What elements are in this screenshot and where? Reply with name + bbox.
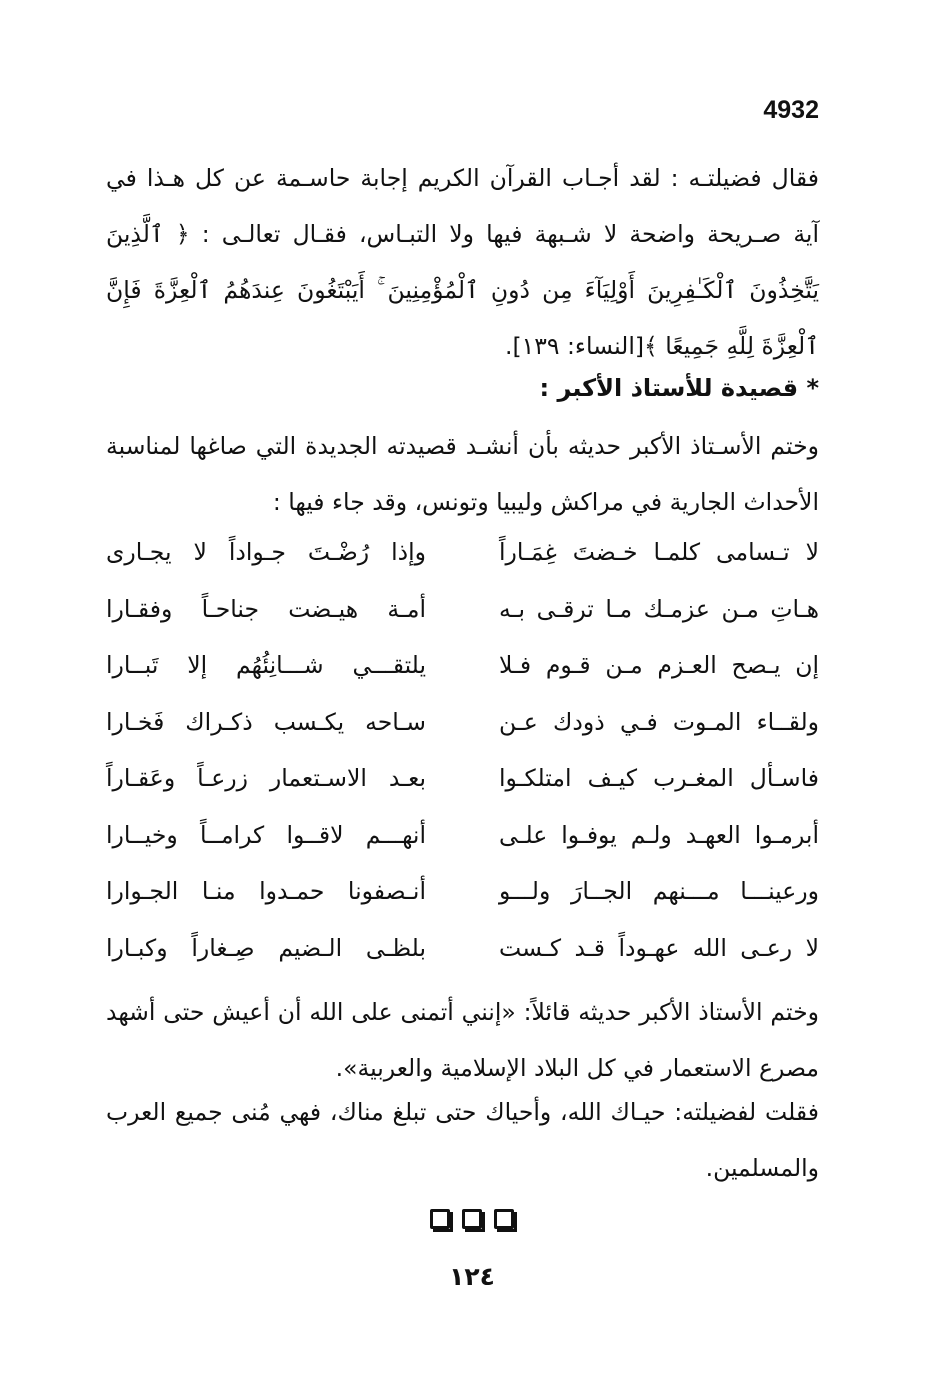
- page-id: 4932: [763, 96, 819, 124]
- poem-verse: [106, 694, 819, 751]
- verse-second-hemistich: أنهـــم لاقــوا كرامــاً وخيــارا: [106, 820, 426, 849]
- poem-verse: [106, 524, 819, 581]
- paragraph-closing-wish: وختم الأستاذ الأكبر حديثه قائلاً: «إنني أتمنى على الله أن أعيش حتى أشهد مصرع الاستعمار في كل البلاد الإسلامية والعربية».: [106, 998, 819, 1082]
- paragraph-author-reply: فقلت لفضيلته: حيـاك الله، وأحياك حتى تبلغ مناك، فهي مُنى جميع العرب والمسلمين.: [106, 1098, 819, 1182]
- verse-first-hemistich: ورعينـــا مـــنهم الجــارَ ولـــو: [499, 877, 819, 906]
- verse-first-hemistich: هـاتِ مـن عزمـك مـا ترقـى بـه: [499, 594, 819, 623]
- square-ornament-icon: [494, 1209, 514, 1229]
- verse-second-hemistich: سـاحه يكـسب ذكـراك فَخـارا: [106, 707, 426, 736]
- page-number: ١٢٤: [449, 1262, 495, 1291]
- paragraph-quran-answer: فقال فضيلتـه : لقد أجـاب القرآن الكريم إجابة حاسـمة عن كل هـذا في آية صـريحة واضحة لا شـبهة فيها ولا التبـاس، فقـال تعالـى : ﴿ ٱلَّذِينَ يَتَّخِذُونَ ٱلْكَـٰفِرِينَ أَوْلِيَآءَ مِن دُونِ ٱلْمُؤْمِنِينَ ۚ أَيَبْتَغُونَ عِندَهُمُ ٱلْعِزَّةَ فَإِنَّ ٱلْعِزَّةَ لِلَّهِ جَمِيعًا ﴾[النساء: ١٣٩].: [106, 164, 819, 360]
- poem-verse: [106, 750, 819, 807]
- poem-verse: [106, 637, 819, 694]
- verse-first-hemistich: إن يـصح العـزم مـن قـوم فـلا: [499, 651, 819, 680]
- verse-second-hemistich: أمـة هيـضت جناحـاً وفقـارا: [106, 594, 426, 623]
- section-separator: [0, 1209, 944, 1229]
- verse-first-hemistich: فاسـأل المغـرب كيـف امتلكـوا: [499, 764, 819, 793]
- verse-first-hemistich: أبرمـوا العهـد ولـم يوفـوا علـى: [499, 820, 819, 849]
- square-ornament-icon: [462, 1209, 482, 1229]
- paragraph-poem-intro: وختم الأسـتاذ الأكبر حديثه بأن أنشـد قصيدته الجديدة التي صاغها لمناسبة الأحداث الجارية في مراكش وليبيا وتونس، وقد جاء فيها :: [106, 432, 819, 516]
- poem: [106, 524, 819, 976]
- verse-second-hemistich: يلتقـــي شـــانِئُهُم إلا تَبــارا: [106, 651, 426, 680]
- section-heading: * قصيدة للأستاذ الأكبر :: [539, 374, 819, 402]
- verse-second-hemistich: بلظـى الـضيم صِـغاراً وكبـارا: [106, 933, 426, 962]
- verse-second-hemistich: بعـد الاسـتعمار زرعـاً وعَقـاراً: [106, 764, 426, 793]
- verse-first-hemistich: لا رعـى الله عهـوداً قـد كـست: [499, 933, 819, 962]
- verse-second-hemistich: أنـصفونا حمـدوا منـا الجـوارا: [106, 877, 426, 906]
- poem-verse: [106, 581, 819, 638]
- verse-first-hemistich: ولقــاء المـوت فـي ذودك عـن: [499, 707, 819, 736]
- square-ornament-icon: [430, 1209, 450, 1229]
- poem-verse: [106, 920, 819, 977]
- verse-second-hemistich: وإذا رُضْـتَ جـواداً لا يجـارى: [106, 538, 426, 567]
- poem-verse: [106, 807, 819, 864]
- poem-verse: [106, 863, 819, 920]
- verse-first-hemistich: لا تـسامى كلمـا خـضتَ غِمَـاراً: [499, 538, 819, 567]
